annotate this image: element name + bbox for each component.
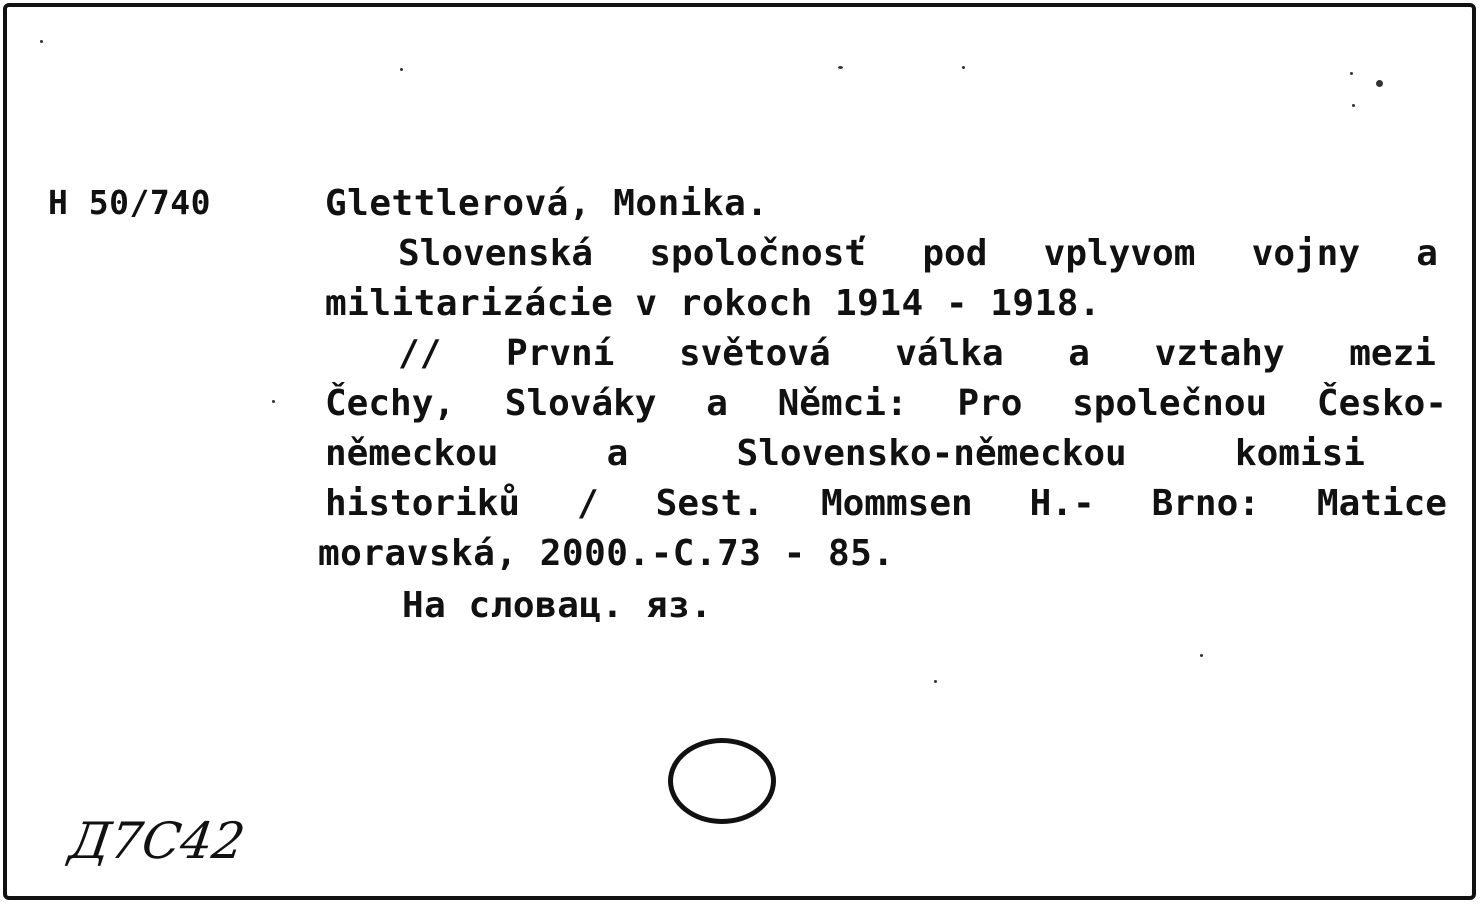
source-word: společnou	[1072, 383, 1268, 424]
title-word: a	[1416, 233, 1438, 274]
title-line-1	[398, 233, 1438, 274]
source-word: a	[1068, 333, 1090, 374]
title-word: vojny	[1251, 233, 1361, 274]
scan-speck	[272, 400, 275, 403]
source-word: Sest.	[655, 483, 765, 524]
punch-hole	[668, 738, 776, 824]
scan-speck	[1200, 654, 1203, 657]
source-word: historiků	[325, 483, 521, 524]
source-line-1	[398, 333, 1436, 374]
source-word: Slovensko-německou	[736, 433, 1127, 474]
source-word: Česko-	[1316, 383, 1447, 424]
source-word: Brno:	[1151, 483, 1260, 524]
source-line-4	[325, 483, 1447, 524]
scan-speck	[1376, 80, 1383, 87]
source-word: a	[606, 433, 629, 474]
source-line-2	[325, 383, 1447, 424]
source-word: H.-	[1029, 483, 1095, 524]
source-word: První	[505, 333, 615, 374]
source-word: světová	[678, 333, 831, 374]
source-word: //	[398, 333, 442, 374]
scan-speck	[838, 66, 843, 69]
call-number: H 50/740	[48, 183, 211, 222]
scan-speck	[400, 68, 403, 71]
author-name: Glettlerová, Monika.	[325, 183, 769, 224]
title-word: spoločnosť	[649, 233, 867, 274]
scan-speck	[40, 40, 43, 43]
scan-speck	[1352, 104, 1355, 107]
source-word: /	[577, 483, 599, 524]
source-word: Čechy,	[325, 383, 456, 424]
source-word: a	[706, 383, 728, 424]
title-word: Slovenská	[398, 233, 594, 274]
source-word: Matice	[1316, 483, 1447, 524]
source-word: Slováky	[504, 383, 657, 424]
source-word: Pro	[957, 383, 1023, 424]
source-word: Němci:	[777, 383, 908, 424]
title-word: vplyvom	[1043, 233, 1196, 274]
handwritten-shelf-code: Д7С42	[65, 812, 249, 870]
language-note: На словац. яз.	[402, 585, 713, 626]
source-word: vztahy	[1154, 333, 1285, 374]
title-line-2: militarizácie v rokoch 1914 - 1918.	[325, 283, 1102, 324]
scan-speck	[962, 66, 965, 69]
source-word: Mommsen	[820, 483, 973, 524]
source-word: mezi	[1349, 333, 1436, 374]
source-line-3	[325, 433, 1365, 474]
source-word: německou	[325, 433, 499, 474]
source-word: válka	[895, 333, 1004, 374]
title-word: pod	[922, 233, 988, 274]
source-word: komisi	[1234, 433, 1365, 474]
scan-speck	[934, 680, 937, 683]
source-line-5: moravská, 2000.-C.73 - 85.	[318, 533, 895, 574]
scan-speck	[1350, 72, 1353, 75]
